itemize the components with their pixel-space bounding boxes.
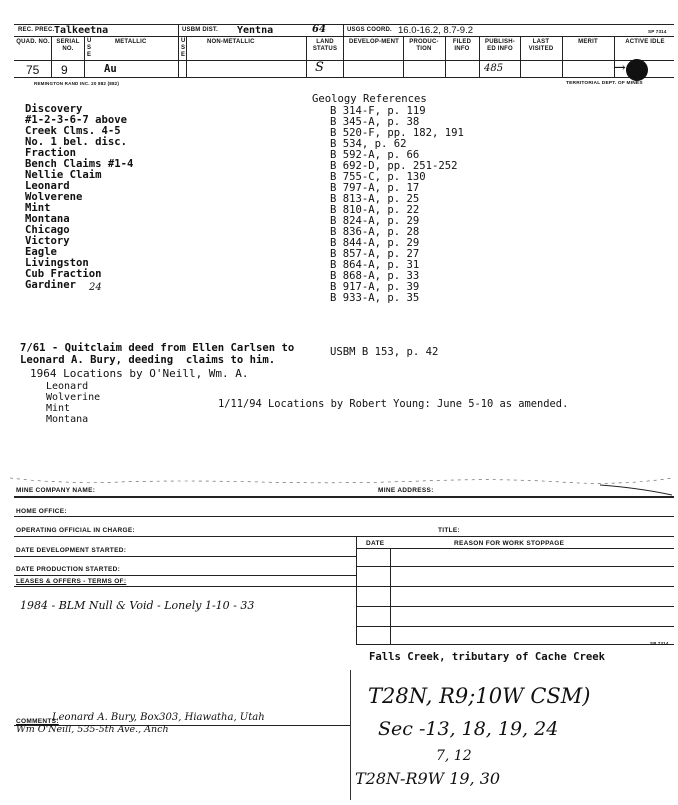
geology-ref: B 917-A, p. 39 — [330, 281, 420, 293]
stoppage-row — [356, 566, 674, 567]
location-item: Leonard — [46, 381, 89, 392]
claim-item: Victory — [25, 235, 70, 247]
geology-ref: B 824-A, p. 29 — [330, 215, 420, 227]
header-divider — [403, 36, 404, 77]
form-number-2: SP 7314 — [650, 641, 669, 646]
usgs-coord-value: 16.0-16.2, 8.7-9.2 — [398, 25, 473, 36]
comments-handwritten-2: Wm O'Neill, 535-5th Ave., Anch — [16, 724, 169, 735]
claim-item: Bench Claims #1-4 — [25, 158, 134, 170]
geology-ref: B 520-F, pp. 182, 191 — [330, 127, 464, 139]
col-metallic: METALLIC — [115, 39, 147, 45]
col-land-status: LAND STATUS — [312, 39, 338, 52]
header-rule-2 — [14, 36, 674, 37]
col-filed-info: FILED INFO — [452, 39, 472, 52]
usbm-dist-value: Yentna — [237, 25, 274, 36]
header-rule-top — [14, 24, 674, 25]
claim-item: Discovery — [25, 103, 83, 115]
locations-1994: 1/11/94 Locations by Robert Young: June 5-10 as amended. — [218, 398, 569, 410]
geology-ref: B 844-A, p. 29 — [330, 237, 420, 249]
claim-item: Eagle — [25, 246, 57, 258]
geology-title: Geology References — [312, 93, 427, 105]
locations-1964: 1964 Locations by O'Neill, Wm. A. — [30, 367, 249, 380]
geology-ref: B 857-A, p. 27 — [330, 248, 420, 260]
lower-rule-3 — [14, 536, 674, 537]
geology-ref: B 534, p. 62 — [330, 138, 407, 150]
geology-ref-usbm: USBM B 153, p. 42 — [330, 346, 439, 358]
lower-rule-2 — [14, 516, 674, 517]
geology-ref: B 933-A, p. 35 — [330, 292, 420, 304]
date-prod-started-label: DATE PRODUCTION STARTED: — [16, 566, 121, 573]
claim-item: Leonard — [25, 180, 70, 192]
note-1961-line2: Leonard A. Bury, deeding claims to him. — [20, 354, 276, 366]
geology-ref: B 813-A, p. 25 — [330, 193, 420, 205]
home-office-label: HOME OFFICE: — [16, 508, 67, 515]
claim-item: Fraction — [25, 147, 77, 159]
mine-company-name-label: MINE COMPANY NAME: — [16, 487, 96, 494]
territorial-dept: TERRITORIAL DEPT. OF MINES — [566, 81, 643, 86]
mine-address-label: MINE ADDRESS: — [378, 487, 434, 494]
lower-rule-5 — [14, 575, 356, 576]
note-1961-line1: 7/61 - Quitclaim deed from Ellen Carlsen to — [20, 342, 295, 354]
rec-prec-label: REC. PREC. — [18, 27, 55, 33]
claims-list — [25, 104, 133, 291]
header-divider — [306, 36, 307, 77]
geology-ref: B 314-F, p. 119 — [330, 105, 426, 117]
claim-item: Gardiner — [25, 279, 77, 291]
col-merit: MERIT — [578, 39, 598, 45]
stoppage-date-divider — [390, 548, 391, 644]
claim-item: Chicago — [25, 224, 70, 236]
operating-official-label: OPERATING OFFICIAL IN CHARGE: — [16, 527, 135, 534]
location-item: Wolverine — [46, 392, 101, 403]
col-production: PRODUC-TION — [409, 39, 439, 52]
usbm-dist-label: USBM DIST. — [182, 27, 219, 33]
header-divider — [343, 24, 344, 77]
geology-ref: B 836-A, p. 28 — [330, 226, 420, 238]
col-serial: SERIAL NO. — [56, 39, 80, 52]
col-quad: QUAD. NO. — [16, 39, 50, 45]
geology-ref: B 810-A, p. 22 — [330, 204, 420, 216]
leases-offers-label: LEASES & OFFERS - TERMS OF: — [16, 578, 127, 585]
stoppage-row — [356, 606, 674, 607]
header-divider — [445, 36, 446, 77]
header-divider — [84, 36, 85, 77]
geology-ref: B 592-A, p. 66 — [330, 149, 420, 161]
rec-prec-value: Talkeetna — [54, 25, 109, 36]
claim-item: Livingston — [25, 257, 89, 269]
title-label: TITLE: — [438, 527, 461, 534]
claim-item: Mint — [25, 202, 51, 214]
form-number: SP 7314 — [648, 29, 667, 34]
reason-stoppage-label: REASON FOR WORK STOPPAGE — [454, 540, 565, 547]
torn-edge — [0, 468, 678, 498]
col-use-nonmetallic: U S E — [181, 38, 186, 58]
lower-rule-1 — [14, 496, 674, 498]
header-rule-4 — [14, 77, 674, 78]
geology-ref: B 797-A, p. 17 — [330, 182, 420, 194]
claim-item: Cub Fraction — [25, 268, 102, 280]
stoppage-row — [356, 626, 674, 627]
quad-value: 75 — [26, 63, 40, 77]
falls-creek-note: Falls Creek, tributary of Cache Creek — [369, 651, 605, 663]
claim-item: Montana — [25, 213, 70, 225]
stoppage-header-rule — [356, 548, 674, 549]
lower-rule-6 — [14, 586, 356, 587]
hand-location-4: T28N-R9W 19, 30 — [355, 769, 501, 788]
leases-handwritten: 1984 - BLM Null & Void - Lonely 1-10 - 33 — [20, 599, 255, 612]
geology-ref: B 692-D, pp. 251-252 — [330, 160, 458, 172]
lower-rule-4 — [14, 556, 356, 557]
comments-handwritten-1: Leonard A. Bury, Box303, Hiawatha, Utah — [52, 712, 265, 723]
geology-ref: B 868-A, p. 33 — [330, 270, 420, 282]
geology-ref: B 345-A, p. 38 — [330, 116, 420, 128]
comments-label: COMMENTS: — [16, 718, 59, 725]
geology-ref: B 864-A, p. 31 — [330, 259, 420, 271]
claim-item: No. 1 bel. disc. — [25, 136, 128, 148]
header-divider — [562, 36, 563, 77]
location-item: Mint — [46, 403, 71, 414]
margin-ink-line — [350, 670, 351, 800]
claim-item: Creek Clms. 4-5 — [25, 125, 121, 137]
date-label: DATE — [366, 540, 385, 547]
serial-value: 9 — [61, 63, 68, 77]
published-info-value: 485 — [484, 63, 504, 74]
stoppage-row — [356, 644, 674, 645]
claim-item: Wolverene — [25, 191, 83, 203]
gardiner-note: 24 — [89, 282, 102, 293]
printer-line: REMINGTON RAND INC. 20 882 (882) — [34, 81, 120, 86]
col-nonmetallic: NON-METALLIC — [207, 39, 255, 45]
hand-location-3: 7, 12 — [436, 748, 472, 764]
hand-location-1: T28N, R9;10W CSM) — [368, 684, 591, 708]
geology-ref: B 755-C, p. 130 — [330, 171, 426, 183]
col-last-visited: LAST VISITED — [528, 39, 554, 52]
header-divider — [520, 36, 521, 77]
col-use-metallic: U S E — [87, 38, 92, 58]
header-divider — [51, 36, 52, 77]
geology-ref-list — [330, 106, 464, 304]
hand-location-2: Sec -13, 18, 19, 24 — [378, 718, 559, 740]
header-divider — [479, 36, 480, 77]
active-stamp-dot — [626, 59, 648, 81]
idle-check-mark: → — [614, 60, 626, 76]
land-status-value: S — [315, 60, 324, 75]
metallic-value: Au — [104, 63, 117, 75]
header-divider — [178, 24, 179, 77]
location-item: Montana — [46, 414, 89, 425]
col-active-idle: ACTIVE IDLE — [625, 39, 665, 45]
col-development: DEVELOP-MENT — [348, 39, 400, 45]
usbm-dist-mark: 64 — [312, 24, 326, 35]
claim-item: Nellie Claim — [25, 169, 102, 181]
usgs-coord-label: USGS COORD. — [347, 27, 392, 33]
locations-1964-list — [46, 381, 100, 425]
date-dev-started-label: DATE DEVELOPMENT STARTED: — [16, 547, 127, 554]
claim-item: #1-2-3-6-7 above — [25, 114, 128, 126]
col-published-info: PUBLISH-ED INFO — [485, 39, 515, 52]
stoppage-left-border — [356, 536, 357, 644]
stoppage-row — [356, 586, 674, 587]
header-rule-3 — [14, 60, 674, 61]
